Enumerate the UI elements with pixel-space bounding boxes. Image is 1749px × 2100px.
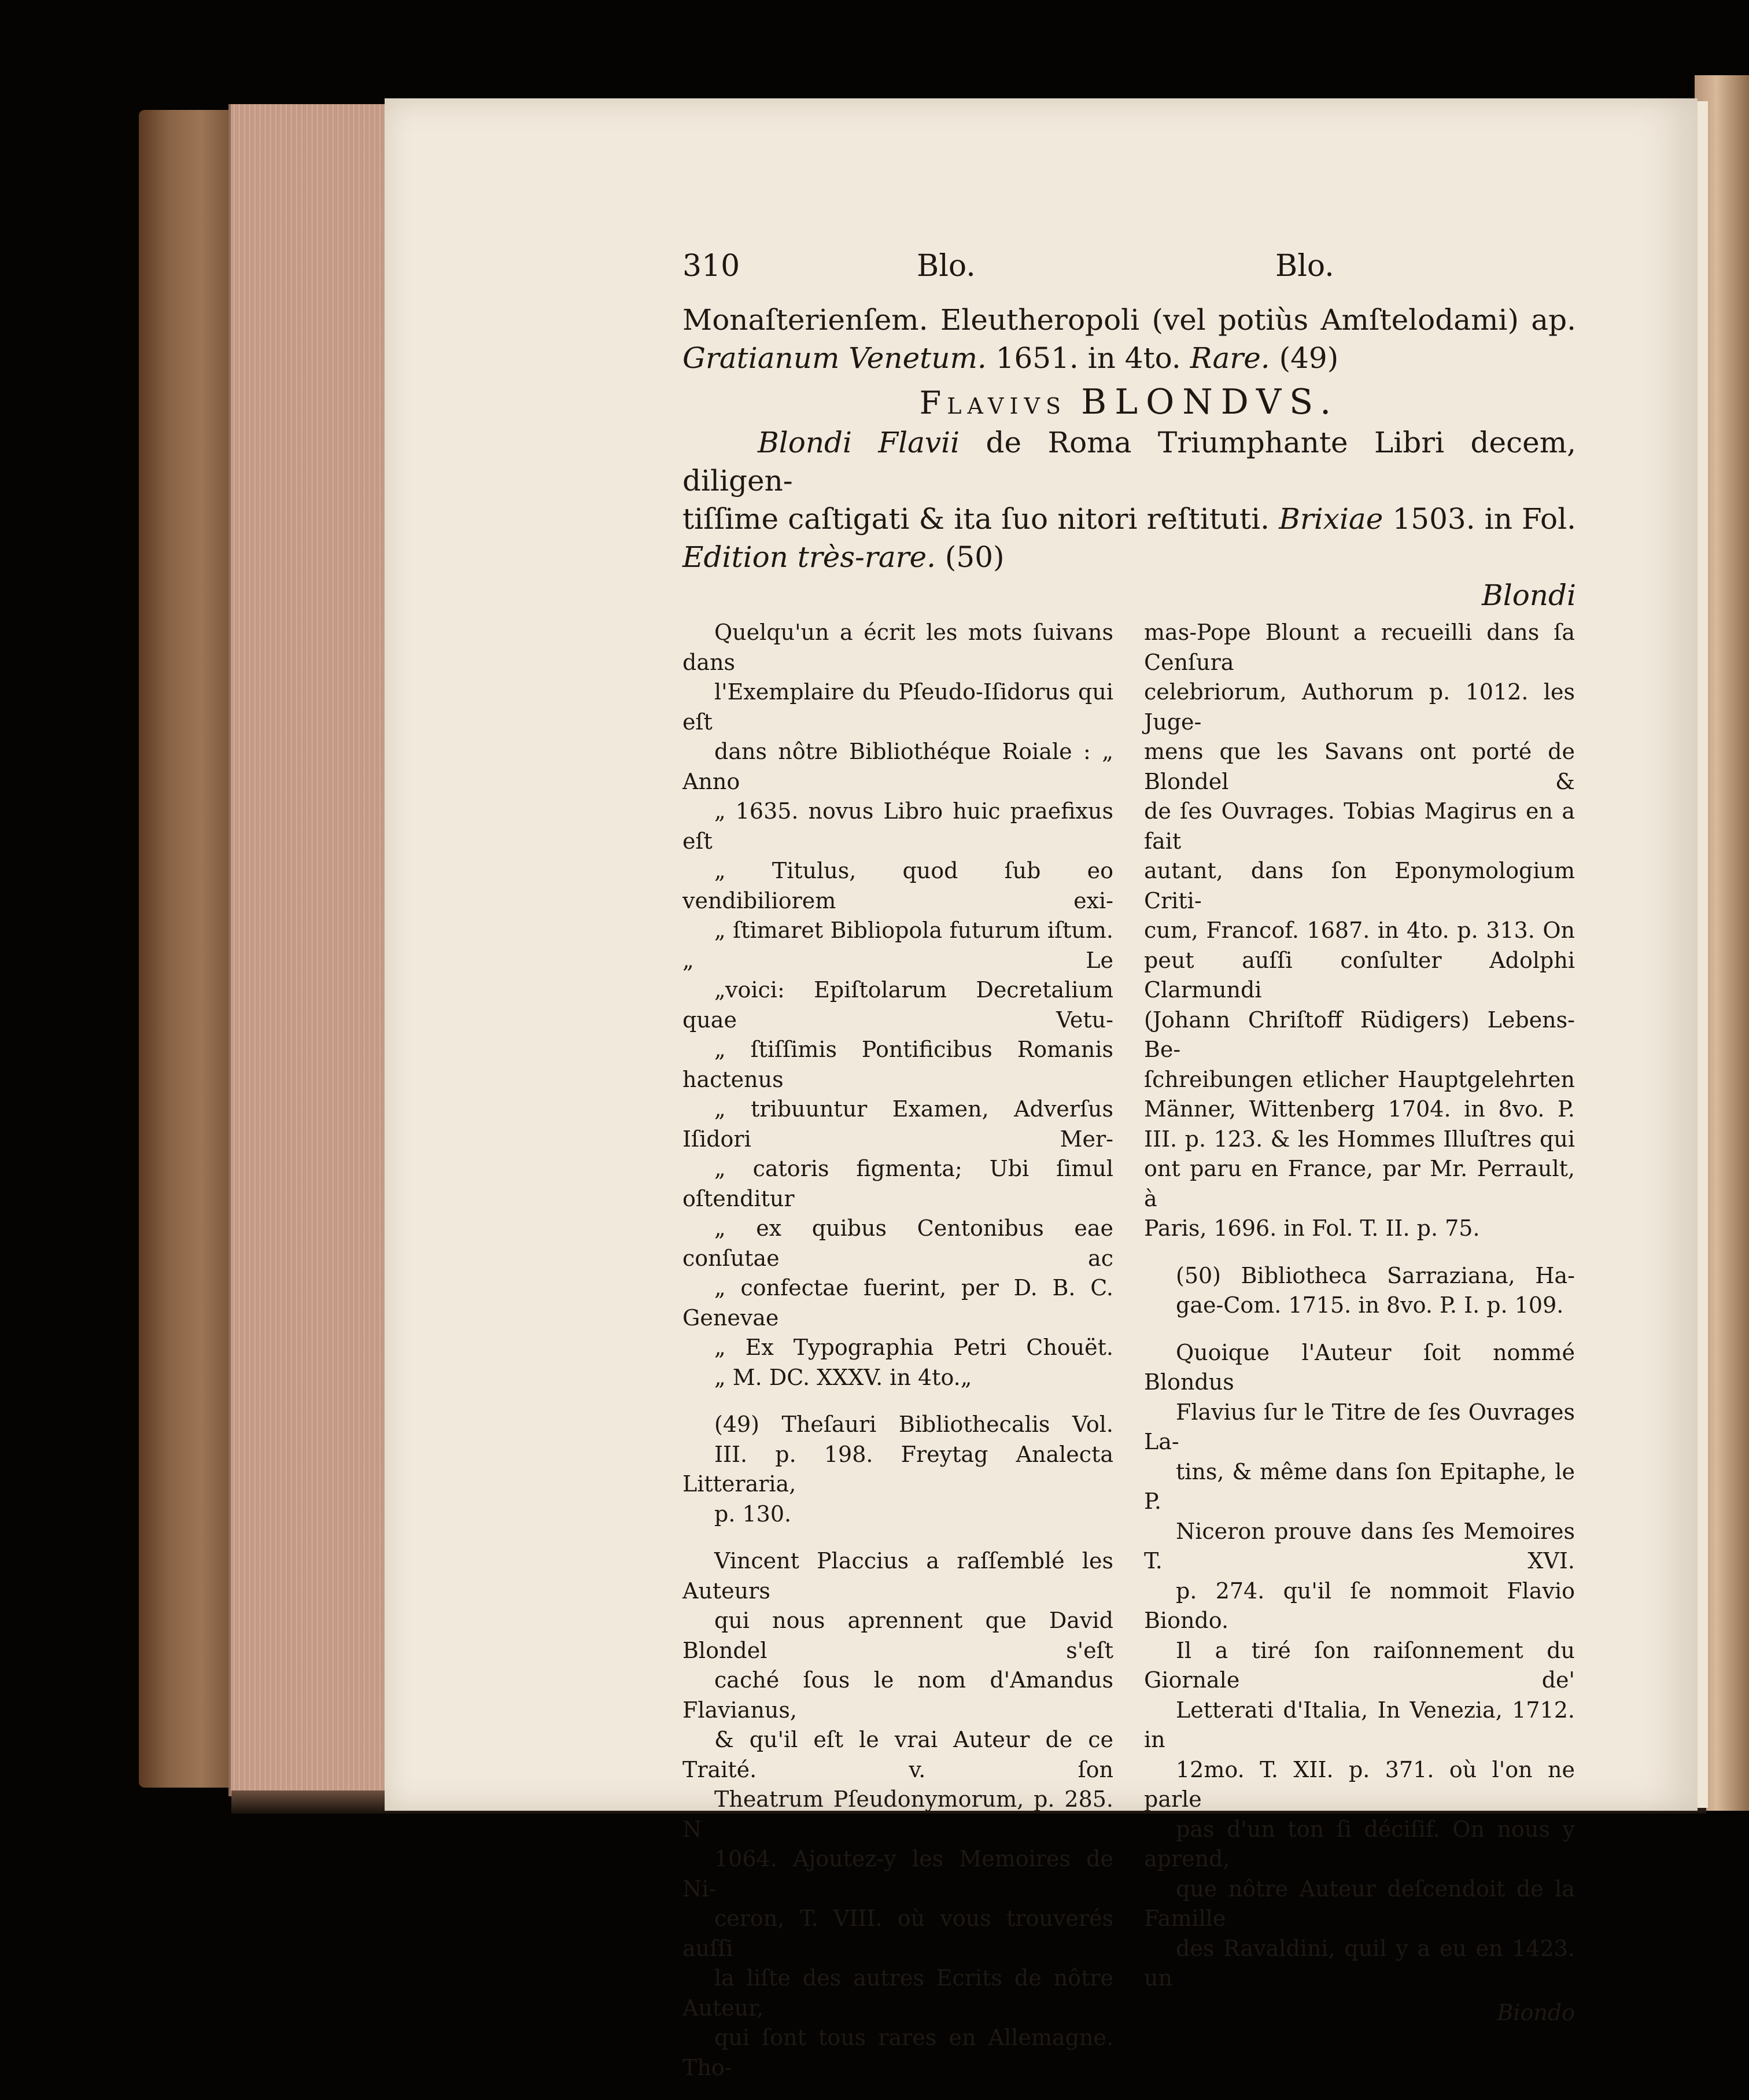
- italic-text: Gratianum Venetum.: [682, 341, 987, 375]
- text-line: „ M. DC. XXXV. in 4to.„: [714, 1364, 972, 1390]
- text-line: „ ſtimaret Bibliopola futurum iſtum. „ Le: [682, 918, 1113, 973]
- text-line: „voici: Epiſtolarum Decretalium quae Vetu-: [682, 977, 1113, 1033]
- text-line: que nôtre Auteur deſcendoit de la Famille: [1144, 1876, 1575, 1931]
- text-line: qui nous aprennent que David Blondel s'eſt: [682, 1608, 1113, 1663]
- note-paragraph: [682, 618, 1113, 1392]
- text-line: III. p. 123. & les Hommes Illuſtres qui: [1144, 1126, 1575, 1152]
- italic-text: Blondi Flavii: [758, 426, 960, 459]
- text-line: Letterati d'Italia, In Venezia, 1712. in: [1144, 1697, 1575, 1752]
- text-line: Il a tiré ſon raiſonnement du Giornale de': [1144, 1637, 1575, 1693]
- text-span: 1651. in 4to.: [986, 341, 1190, 375]
- text-line: ſchreibungen etlicher Hauptgelehrten: [1144, 1066, 1575, 1092]
- text-line: Quoique l'Auteur ſoit nommé Blondus: [1144, 1339, 1575, 1395]
- text-line: celebriorum, Authorum p. 1012. les Juge-: [1144, 679, 1575, 735]
- text-line: III. p. 198. Freytag Analecta Litteraria,: [682, 1441, 1113, 1497]
- italic-text: Edition très-rare.: [682, 540, 936, 574]
- text-line: (49) Theſauri Bibliothecalis Vol.: [714, 1412, 1113, 1437]
- text-line: l'Exemplaire du Pſeudo-Iſidorus qui eſt: [682, 679, 1113, 735]
- italic-text: Rare.: [1190, 341, 1270, 375]
- text-line: pas d'un ton ſi déciſif. On nous y aprend,: [1144, 1816, 1575, 1871]
- note-paragraph: [1144, 618, 1575, 1244]
- running-head-right: Blo.: [1275, 249, 1334, 283]
- heading-first-name: Flavivs: [919, 385, 1067, 421]
- text-line: de ſes Ouvrages. Tobias Magirus en a fait: [1144, 798, 1575, 854]
- catchword: Biondo: [1497, 1999, 1575, 2025]
- running-head-left: Blo.: [917, 249, 976, 283]
- footnote-ref: (49): [1270, 341, 1339, 375]
- text-line: caché ſous le nom d'Amandus Flavianus,: [682, 1667, 1113, 1723]
- text-line: Männer, Wittenberg 1704. in 8vo. P.: [1144, 1096, 1575, 1122]
- text-line: p. 274. qu'il ſe nommoit Flavio Biondo.: [1144, 1578, 1575, 1633]
- text-line: gae-Com. 1715. in 8vo. P. I. p. 109.: [1176, 1292, 1564, 1318]
- text-line: „ ex quibus Centonibus eae conſutae ac: [682, 1215, 1113, 1271]
- text-line: „ Titulus, quod ſub eo vendibiliorem exi-: [682, 858, 1113, 913]
- note-paragraph: [1144, 1338, 1575, 1994]
- left-footnote-column: [682, 618, 1113, 2100]
- text-line: ceron, T. VIII. où vous trouverés auſſi: [682, 1906, 1113, 1961]
- text-line: Niceron prouve dans ſes Memoires T. XVI.: [1144, 1518, 1575, 1574]
- text-line: mens que les Savans ont porté de Blondel &: [1144, 739, 1575, 794]
- text-line: la liſte des autres Ecrits de nôtre Auteur,: [682, 1965, 1113, 2021]
- facing-page-edge: [1698, 101, 1708, 1808]
- catchword: Blondi: [1481, 579, 1576, 612]
- note-paragraph: [682, 1546, 1113, 2083]
- text-line: ont paru en France, par Mr. Perrault, à: [1144, 1156, 1575, 1211]
- text-line: „ confectae fuerint, per D. B. C. Genevae: [682, 1275, 1113, 1331]
- text-line: „ catoris figmenta; Ubi ſimul oſtenditur: [682, 1156, 1113, 1211]
- text-line: Quelqu'un a écrit les mots ſuivans dans: [682, 620, 1113, 675]
- text-line: Theatrum Pſeudonymorum, p. 285. N: [682, 1786, 1113, 1842]
- text-line: qui ſont tous rares en Allemagne. Tho-: [682, 2025, 1113, 2080]
- text-line: Flavius ſur le Titre de ſes Ouvrages La-: [1144, 1399, 1575, 1454]
- text-line: (50) Bibliotheca Sarraziana, Ha-: [1176, 1262, 1575, 1288]
- text-line: p. 130.: [714, 1501, 792, 1527]
- right-footnote-column: [1144, 618, 1575, 2045]
- footnote-ref: (50): [936, 540, 1005, 574]
- text-line: (Johann Chriſtoff Rüdigers) Lebens-Be-: [1144, 1007, 1575, 1062]
- text-line: „ 1635. novus Libro huic praefixus eſt: [682, 798, 1113, 854]
- text-line: dans nôtre Bibliothéque Roiale : „ Anno: [682, 739, 1113, 794]
- text-line: Paris, 1696. in Fol. T. II. p. 75.: [1144, 1215, 1480, 1241]
- text-line: peut auſſi conſulter Adolphi Clarmundi: [1144, 947, 1575, 1003]
- italic-text: Brixiae: [1279, 502, 1383, 536]
- text-line: „ tribuuntur Examen, Adverſus Iſidori Mer-: [682, 1096, 1113, 1152]
- text-line: mas-Pope Blount a recueilli dans ſa Cenſura: [1144, 620, 1575, 675]
- text-line: „ ſtiſſimis Pontificibus Romanis hactenus: [682, 1037, 1113, 1092]
- entry-line: [682, 339, 1576, 377]
- section-heading: [682, 383, 1576, 422]
- heading-surname: BLONDVS.: [1081, 382, 1340, 422]
- text-line: Vincent Placcius a raſſemblé les Auteurs: [682, 1548, 1113, 1604]
- text-line: & qu'il eſt le vrai Auteur de ce Traité. v. ſon: [682, 1727, 1113, 1782]
- page-block-edge: [228, 104, 390, 1796]
- text-line: 1064. Ajoutez-y les Memoires de Ni-: [682, 1846, 1113, 1902]
- text-span: Monaſterienſem. Eleutheropoli (vel potiùs Amſtelodami) ap.: [682, 303, 1576, 337]
- entry-line: [682, 423, 1576, 500]
- text-line: des Ravaldini, quil y a eu en 1423. un: [1144, 1935, 1575, 1991]
- text-span: 1503. in Fol.: [1383, 502, 1576, 536]
- text-span: de Roma Triumphante Libri decem, diligen-: [682, 426, 1577, 498]
- footnote-49: [682, 1410, 1113, 1529]
- book-cover-left: [139, 110, 243, 1788]
- text-line: cum, Francof. 1687. in 4to. p. 313. On: [1144, 918, 1575, 943]
- text-span: tiſſime caſtigati & ita ſuo nitori reſtituti.: [682, 502, 1279, 536]
- text-line: tins, & même dans ſon Epitaphe, le P.: [1144, 1458, 1575, 1514]
- entry-line: [682, 500, 1576, 538]
- page-number: 310: [682, 249, 740, 283]
- text-line: „ Ex Typographia Petri Chouët.: [714, 1335, 1113, 1360]
- footnote-50: [1144, 1261, 1575, 1321]
- text-line: autant, dans ſon Eponymologium Criti-: [1144, 858, 1575, 913]
- text-line: 12mo. T. XII. p. 371. où l'on ne parle: [1144, 1756, 1575, 1812]
- entry-line: [682, 538, 1576, 576]
- entry-line: [682, 301, 1576, 339]
- main-entry-block: [682, 301, 1576, 614]
- running-head: [682, 249, 1573, 289]
